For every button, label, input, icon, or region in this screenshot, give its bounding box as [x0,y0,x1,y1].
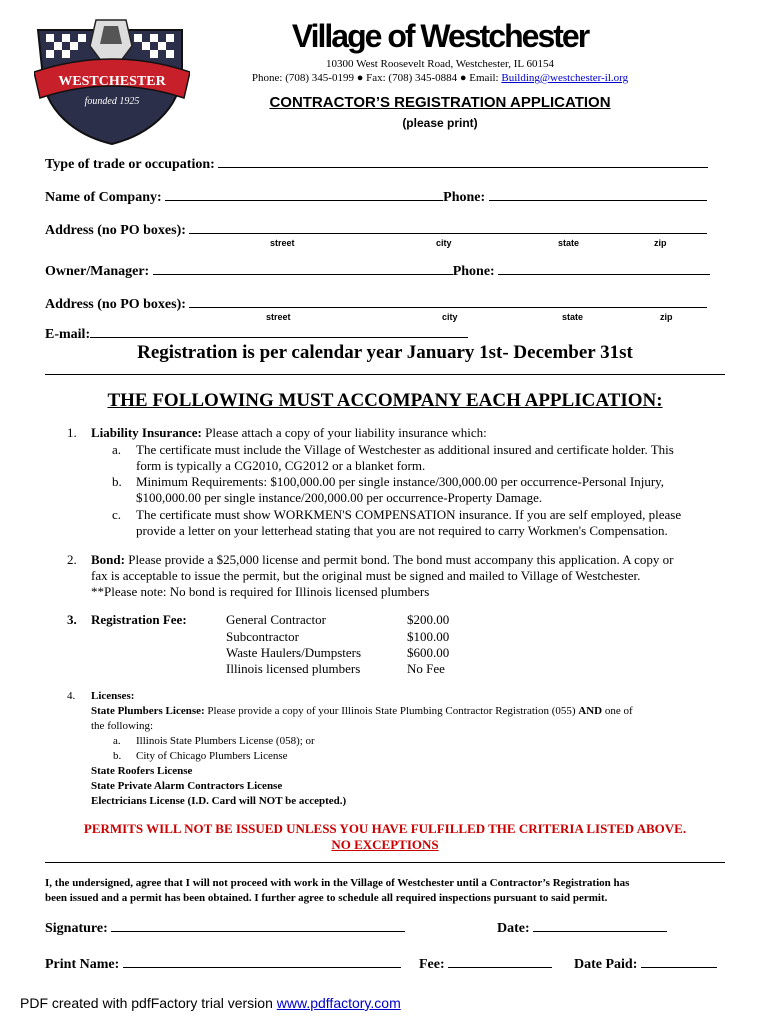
agreement-line-2: been issued and a permit has been obtained. I further agree to schedule all required inspections pursuant to said permit. [45,892,608,904]
one-of: one of [604,705,633,717]
item-1c-text2: provide a letter on your letterhead stating that you are not required to carry Workmen's Compensation. [136,523,668,538]
the-following: the following: [91,720,154,732]
item-2-text1: Please provide a $25,000 license and permit bond. The bond must accompany this application. A copy or [128,552,674,567]
item-1-number: 1. [67,425,77,440]
fee-amount-3: No Fee [407,661,445,676]
plumbers-line [91,704,633,719]
signature-input-line[interactable] [111,919,405,932]
company-input-line[interactable] [165,188,443,201]
print-name-label: Print Name: [45,957,120,972]
registration-note: Registration is per calendar year January 1st- December 31st [137,342,633,363]
fee-amount-2: $600.00 [407,645,450,660]
sub-city: city [436,238,452,248]
item-2-text3: **Please note: No bond is required for Illinois licensed plumbers [91,584,430,599]
item-3-label: Registration Fee: [91,612,187,627]
agreement-line-1: I, the undersigned, agree that I will not proceed with work in the Village of Westchester until a Contractor’s Registration has [45,877,630,889]
license-b-letter: b. [113,750,122,762]
item-2-label: Bond: [91,552,125,567]
item-1c-text1: The certificate must show WORKMEN'S COMPENSATION insurance. If you are self employed, please [136,507,682,522]
sub-street: street [270,238,295,248]
item-2-text2: fax is acceptable to issue the permit, but the original must be signed and mailed to Village of Westchester. [91,568,641,583]
owner-field [45,262,710,280]
sub-city-2: city [442,312,458,322]
company-field [45,188,707,206]
fee-name-1: Subcontractor [226,629,299,644]
item-1b-text2: $100,000.00 per single instance/200,000.00 per occurrence-Property Damage. [136,490,543,505]
owner-phone-label: Phone: [452,264,495,279]
sub-zip: zip [654,238,667,248]
owner-input-line[interactable] [153,262,453,275]
date-label: Date: [497,921,530,936]
sub-street-2: street [266,312,291,322]
print-name-input-line[interactable] [123,955,401,968]
footer-text: PDF created with pdfFactory trial version [20,995,277,1011]
item-1-line [91,425,487,441]
item-1a-text1: The certificate must include the Village of Westchester as additional insured and certificate holder. This [136,442,674,457]
and-word: AND [578,705,603,717]
divider-2 [45,862,725,863]
license-a-text: Illinois State Plumbers License (058); or [136,735,315,747]
fee-input-line[interactable] [448,955,552,968]
item-4-label: Licenses: [91,690,135,702]
email-label: E-mail: [45,327,91,342]
address-label: Address (no PO boxes): [45,223,186,238]
plumbers-text: Please provide a copy of your Illinois State Plumbing Contractor Registration (055) [207,705,576,717]
item-3-number: 3. [67,612,77,627]
logo-founded: founded 1925 [84,96,140,107]
trade-input-line[interactable] [218,155,708,168]
no-exceptions: NO EXCEPTIONS [331,837,439,852]
permits-warning: PERMITS WILL NOT BE ISSUED UNLESS YOU HAVE FULFILLED THE CRITERIA LISTED ABOVE. [83,821,687,836]
please-print-note: (please print) [402,116,478,130]
sub-state-2: state [562,312,584,322]
email-field [45,325,468,343]
date-input-line[interactable] [533,919,667,932]
owner-address-field [45,295,707,313]
email-link[interactable]: Building@westchester-il.org [501,72,629,84]
item-1b-text1: Minimum Requirements: $100,000.00 per single instance/300,000.00 per occurrence-Personal Injury, [136,474,665,489]
address-field [45,221,707,239]
application-title: CONTRACTOR’S REGISTRATION APPLICATION [269,94,611,111]
fee-name-2: Waste Haulers/Dumpsters [226,645,362,660]
contact-line [200,71,680,85]
date-paid-input-line[interactable] [641,955,717,968]
item-1b-letter: b. [112,474,122,489]
item-1a-text2: form is typically a CG2010, CG2012 or a blanket form. [136,458,426,473]
item-2-line1 [91,552,674,568]
alarm-license: State Private Alarm Contractors License [91,780,283,792]
owner-address-input-line[interactable] [189,295,707,308]
owner-phone-input-line[interactable] [498,262,710,275]
roofers-license: State Roofers License [91,765,193,777]
print-name-field [45,955,401,973]
date-paid-field [574,955,717,973]
page-title: Village of Westchester [291,18,589,54]
owner-address-label: Address (no PO boxes): [45,297,186,312]
item-1-text: Please attach a copy of your liability insurance which: [205,425,487,440]
license-a-letter: a. [113,735,121,747]
company-phone-label: Phone: [443,190,486,205]
following-heading: THE FOLLOWING MUST ACCOMPANY EACH APPLICATION: [107,390,663,411]
company-phone-input-line[interactable] [489,188,707,201]
company-label: Name of Company: [45,190,162,205]
plumbers-label: State Plumbers License: [91,705,205,717]
fee-field [419,955,552,973]
village-address: 10300 West Roosevelt Road, Westchester, IL 60154 [326,58,554,70]
address-input-line[interactable] [189,221,707,234]
sub-zip-2: zip [660,312,673,322]
sub-state: state [558,238,580,248]
fee-label: Fee: [419,957,445,972]
fee-name-3: Illinois licensed plumbers [226,661,361,676]
item-2-number: 2. [67,552,77,567]
item-1a-letter: a. [112,442,122,457]
owner-label: Owner/Manager: [45,264,150,279]
signature-label: Signature: [45,921,108,936]
date-paid-label: Date Paid: [574,957,638,972]
fee-name-0: General Contractor [226,612,326,627]
email-input-line[interactable] [90,325,468,338]
item-1c-letter: c. [112,507,122,522]
fee-amount-1: $100.00 [407,629,450,644]
westchester-seal-logo [34,16,190,146]
item-1-label: Liability Insurance: [91,425,202,440]
contact-text: Phone: (708) 345-0199 ● Fax: (708) 345-0884 ● Email: [251,72,502,84]
trade-field [45,155,708,173]
date-field [497,919,667,937]
divider [45,374,725,375]
license-b-text: City of Chicago Plumbers License [136,750,288,762]
footer-link[interactable]: www.pdffactory.com [276,995,401,1011]
trade-label: Type of trade or occupation: [45,157,215,172]
electricians-license: Electricians License (I.D. Card will NOT be accepted.) [91,795,347,807]
pdf-footer [20,995,401,1011]
signature-field [45,919,405,937]
item-4-number: 4. [67,690,76,702]
logo-text: WESTCHESTER [58,74,166,89]
fee-amount-0: $200.00 [407,612,450,627]
